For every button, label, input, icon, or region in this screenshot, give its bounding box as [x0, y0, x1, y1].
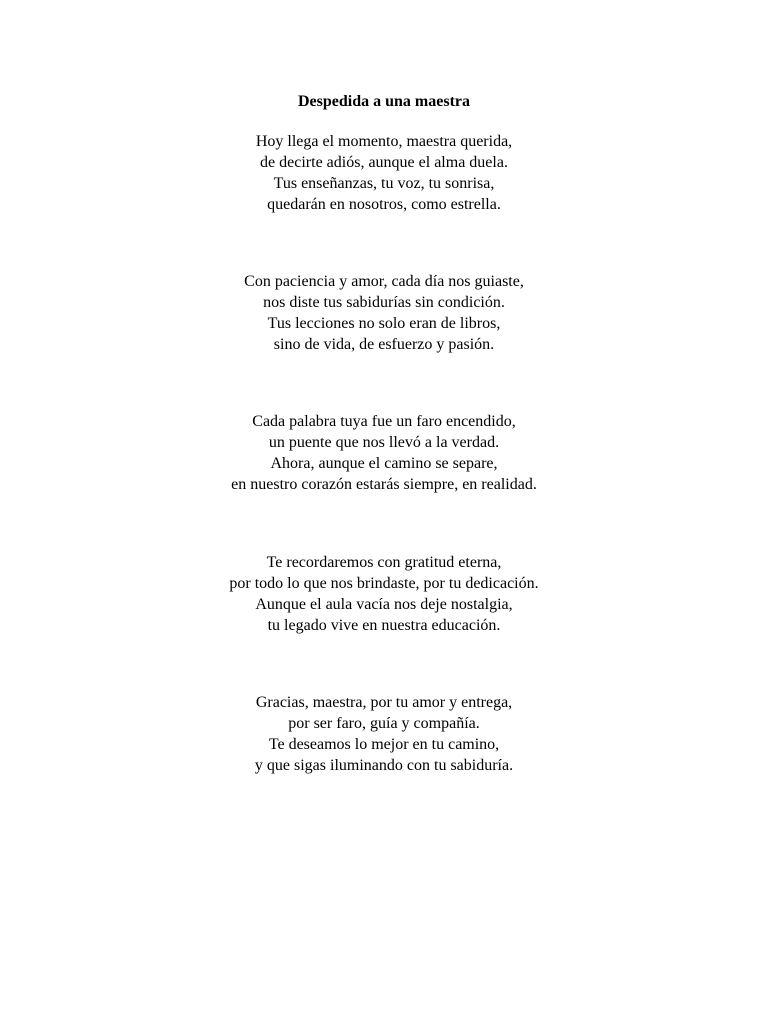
stanza-4	[0, 552, 768, 636]
stanza-line: Te recordaremos con gratitud eterna,	[266, 554, 502, 571]
stanza-line: Gracias, maestra, por tu amor y entrega,	[255, 694, 513, 711]
stanza-line: Ahora, aunque el camino se separe,	[270, 455, 498, 472]
stanza-3	[0, 411, 768, 495]
stanza-line: un puente que nos llevó a la verdad.	[268, 434, 500, 451]
stanza-line: sino de vida, de esfuerzo y pasión.	[273, 336, 495, 353]
stanza-line: Tus enseñanzas, tu voz, tu sonrisa,	[273, 175, 495, 192]
poem-title: Despedida a una maestra	[297, 93, 470, 110]
stanza-5	[0, 692, 768, 776]
stanza-1	[0, 131, 768, 215]
stanza-line: tu legado vive en nuestra educación.	[267, 617, 501, 634]
stanza-line: por todo lo que nos brindaste, por tu dedicación.	[229, 575, 539, 592]
stanza-line: nos diste tus sabidurías sin condición.	[263, 294, 505, 311]
stanza-line: Hoy llega el momento, maestra querida,	[255, 133, 513, 150]
stanza-line: en nuestro corazón estarás siempre, en realidad.	[231, 476, 537, 493]
stanza-line: Con paciencia y amor, cada día nos guiaste,	[244, 273, 524, 290]
stanza-2	[0, 271, 768, 355]
stanza-line: de decirte adiós, aunque el alma duela.	[260, 154, 508, 171]
stanza-line: por ser faro, guía y compañía.	[288, 715, 480, 732]
stanza-line: Aunque el aula vacía nos deje nostalgia,	[255, 596, 513, 613]
stanza-line: Tus lecciones no solo eran de libros,	[267, 315, 501, 332]
stanza-line: quedarán en nosotros, como estrella.	[267, 196, 501, 213]
stanza-line: Cada palabra tuya fue un faro encendido,	[252, 413, 516, 430]
stanza-line: Te deseamos lo mejor en tu camino,	[268, 736, 500, 753]
stanza-line: y que sigas iluminando con tu sabiduría.	[254, 757, 514, 774]
